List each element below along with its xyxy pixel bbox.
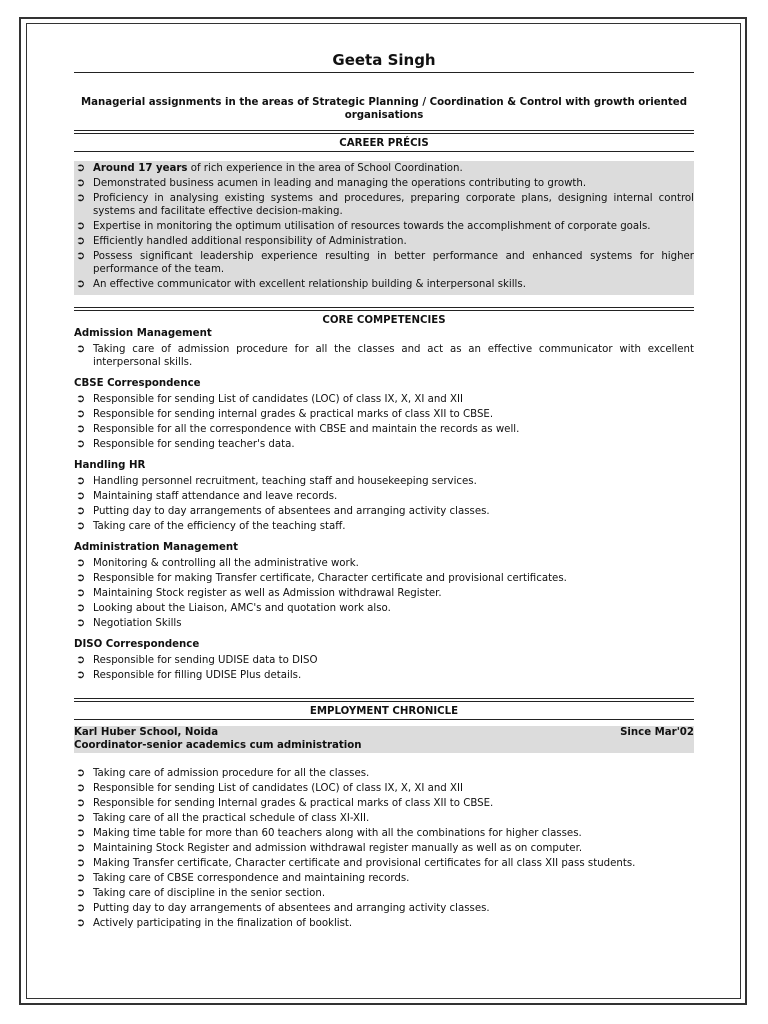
list-item-text: Responsible for making Transfer certificate, Character certificate and provisional certificates. — [93, 573, 567, 584]
list-item — [74, 827, 694, 840]
name-divider — [74, 72, 694, 73]
list-item — [74, 520, 694, 533]
list-item — [74, 438, 694, 451]
resume-content — [74, 50, 694, 932]
list-item-text: Maintaining staff attendance and leave records. — [93, 491, 338, 502]
list-item-text: Proficiency in analysing existing systems and procedures, preparing corporate plans, designing internal control systems and facilitate effective decision-making. — [93, 193, 694, 217]
job-role: Coordinator-senior academics cum administration — [74, 740, 362, 751]
list-item-text: Maintaining Stock Register and admission withdrawal register manually as well as on computer. — [93, 843, 583, 854]
list-item — [74, 192, 694, 218]
list-item — [74, 842, 694, 855]
list-item-text: Responsible for sending internal grades & practical marks of class XII to CBSE. — [93, 409, 494, 420]
list-item — [74, 587, 694, 600]
career-objective: Managerial assignments in the areas of Strategic Planning / Coordination & Control with growth oriented organisations — [80, 97, 688, 121]
list-item — [74, 572, 694, 585]
arrow-bullet-icon: ➲ — [76, 437, 86, 450]
list-item-text: Responsible for sending List of candidates (LOC) of class IX, X, XI and XII — [93, 783, 463, 794]
candidate-name: Geeta Singh — [332, 51, 436, 69]
list-item — [74, 872, 694, 885]
list-item-text: Demonstrated business acumen in leading and managing the operations contributing to growth. — [93, 178, 587, 189]
competency-group-heading: Handling HR — [74, 460, 146, 471]
list-item-text: Making time table for more than 60 teachers along with all the combinations for higher classes. — [93, 828, 582, 839]
employment-since: Since Mar'02 — [620, 727, 694, 738]
list-item-text: Putting day to day arrangements of absentees and arranging activity classes. — [93, 903, 490, 914]
list-item — [74, 490, 694, 503]
list-item-text: Responsible for filling UDISE Plus details. — [93, 670, 302, 681]
list-item — [74, 408, 694, 421]
list-item-text: An effective communicator with excellent relationship building & interpersonal skills. — [93, 279, 526, 290]
competency-group-heading: CBSE Correspondence — [74, 378, 201, 389]
arrow-bullet-icon: ➲ — [76, 916, 86, 929]
list-item-text: Responsible for sending List of candidates (LOC) of class IX, X, XI and XII — [93, 394, 463, 405]
arrow-bullet-icon: ➲ — [76, 277, 86, 290]
list-item-text: Maintaining Stock register as well as Admission withdrawal Register. — [93, 588, 442, 599]
list-item-text: Taking care of all the practical schedule of class XI-XII. — [93, 813, 370, 824]
arrow-bullet-icon: ➲ — [76, 219, 86, 232]
list-item — [74, 475, 694, 488]
arrow-bullet-icon: ➲ — [76, 616, 86, 629]
section-rule — [74, 130, 694, 131]
arrow-bullet-icon: ➲ — [76, 601, 86, 614]
competency-list — [74, 557, 694, 630]
list-item-text: Possess significant leadership experience resulting in better performance and enhanced systems for higher performance of the team. — [93, 251, 694, 275]
competency-list — [74, 654, 694, 682]
list-item-text: Taking care of discipline in the senior section. — [93, 888, 326, 899]
arrow-bullet-icon: ➲ — [76, 407, 86, 420]
list-item-text: Handling personnel recruitment, teaching staff and housekeeping services. — [93, 476, 477, 487]
job-header — [74, 726, 694, 753]
arrow-bullet-icon: ➲ — [76, 474, 86, 487]
arrow-bullet-icon: ➲ — [76, 392, 86, 405]
arrow-bullet-icon: ➲ — [76, 653, 86, 666]
list-item-text: Taking care of the efficiency of the teaching staff. — [93, 521, 346, 532]
experience-years: Around 17 years — [93, 163, 188, 174]
list-item-text: Negotiation Skills — [93, 618, 182, 629]
arrow-bullet-icon: ➲ — [76, 234, 86, 247]
arrow-bullet-icon: ➲ — [76, 489, 86, 502]
arrow-bullet-icon: ➲ — [76, 519, 86, 532]
list-item — [74, 393, 694, 406]
list-item — [74, 887, 694, 900]
job-title-row — [74, 726, 694, 739]
arrow-bullet-icon: ➲ — [76, 826, 86, 839]
list-item — [74, 812, 694, 825]
list-item — [74, 343, 694, 369]
arrow-bullet-icon: ➲ — [76, 841, 86, 854]
competency-group-heading: Administration Management — [74, 542, 239, 553]
section-rule — [74, 698, 694, 699]
list-item-text: Monitoring & controlling all the administrative work. — [93, 558, 359, 569]
list-item-text: Responsible for sending Internal grades & practical marks of class XII to CBSE. — [93, 798, 494, 809]
list-item — [74, 162, 694, 175]
list-item-text: Actively participating in the finalization of booklist. — [93, 918, 353, 929]
list-item — [74, 857, 694, 870]
arrow-bullet-icon: ➲ — [76, 556, 86, 569]
arrow-bullet-icon: ➲ — [76, 766, 86, 779]
list-item — [74, 220, 694, 233]
competency-list — [74, 475, 694, 533]
list-item — [74, 557, 694, 570]
list-item — [74, 177, 694, 190]
list-item — [74, 250, 694, 276]
arrow-bullet-icon: ➲ — [76, 191, 86, 204]
list-item — [74, 669, 694, 682]
employer-name: Karl Huber School, Noida — [74, 727, 219, 738]
arrow-bullet-icon: ➲ — [76, 571, 86, 584]
list-item — [74, 235, 694, 248]
experience-summary: of rich experience in the area of School Coordination. — [187, 163, 463, 174]
employment-heading: EMPLOYMENT CHRONICLE — [309, 706, 459, 717]
competency-group-heading: DISO Correspondence — [74, 639, 200, 650]
arrow-bullet-icon: ➲ — [76, 668, 86, 681]
section-rule — [74, 307, 694, 308]
arrow-bullet-icon: ➲ — [76, 342, 86, 355]
competency-list — [74, 343, 694, 369]
list-item-text: Expertise in monitoring the optimum utilisation of resources towards the accomplishment of corporate goals. — [93, 221, 651, 232]
list-item — [74, 617, 694, 630]
list-item — [74, 902, 694, 915]
list-item — [74, 782, 694, 795]
list-item — [74, 602, 694, 615]
list-item-text: Taking care of admission procedure for all the classes and act as an effective communicator with excellent interpersonal skills. — [93, 344, 694, 368]
arrow-bullet-icon: ➲ — [76, 504, 86, 517]
competency-group-heading: Admission Management — [74, 328, 212, 339]
arrow-bullet-icon: ➲ — [76, 886, 86, 899]
arrow-bullet-icon: ➲ — [76, 856, 86, 869]
arrow-bullet-icon: ➲ — [76, 586, 86, 599]
competency-list — [74, 393, 694, 451]
list-item — [74, 767, 694, 780]
list-item — [74, 505, 694, 518]
arrow-bullet-icon: ➲ — [76, 871, 86, 884]
core-competencies-heading: CORE COMPETENCIES — [322, 315, 446, 326]
arrow-bullet-icon: ➲ — [76, 249, 86, 262]
list-item — [74, 278, 694, 291]
list-item — [74, 797, 694, 810]
list-item-text: Responsible for sending teacher's data. — [93, 439, 295, 450]
employment-duties-list — [74, 767, 694, 930]
section-rule — [74, 719, 694, 720]
arrow-bullet-icon: ➲ — [76, 422, 86, 435]
list-item-text: Efficiently handled additional responsibility of Administration. — [93, 236, 407, 247]
list-item-text: Looking about the Liaison, AMC's and quotation work also. — [93, 603, 391, 614]
list-item-text: Responsible for sending UDISE data to DISO — [93, 655, 318, 666]
career-precis-list — [74, 162, 694, 291]
list-item — [74, 917, 694, 930]
list-item-text: Putting day to day arrangements of absentees and arranging activity classes. — [93, 506, 490, 517]
arrow-bullet-icon: ➲ — [76, 796, 86, 809]
arrow-bullet-icon: ➲ — [76, 901, 86, 914]
list-item — [74, 654, 694, 667]
list-item-text: Making Transfer certificate, Character certificate and provisional certificates for all class XII pass students. — [93, 858, 636, 869]
arrow-bullet-icon: ➲ — [76, 176, 86, 189]
list-item-text: Taking care of CBSE correspondence and maintaining records. — [93, 873, 410, 884]
section-rule — [74, 151, 694, 152]
list-item-text: Taking care of admission procedure for all the classes. — [93, 768, 370, 779]
arrow-bullet-icon: ➲ — [76, 811, 86, 824]
career-precis-heading: CAREER PRÉCIS — [339, 138, 429, 149]
core-competencies-body — [74, 327, 694, 682]
arrow-bullet-icon: ➲ — [76, 781, 86, 794]
list-item-text: Responsible for all the correspondence with CBSE and maintain the records as well. — [93, 424, 520, 435]
arrow-bullet-icon: ➲ — [76, 161, 86, 174]
list-item — [74, 423, 694, 436]
career-precis-box — [74, 161, 694, 295]
